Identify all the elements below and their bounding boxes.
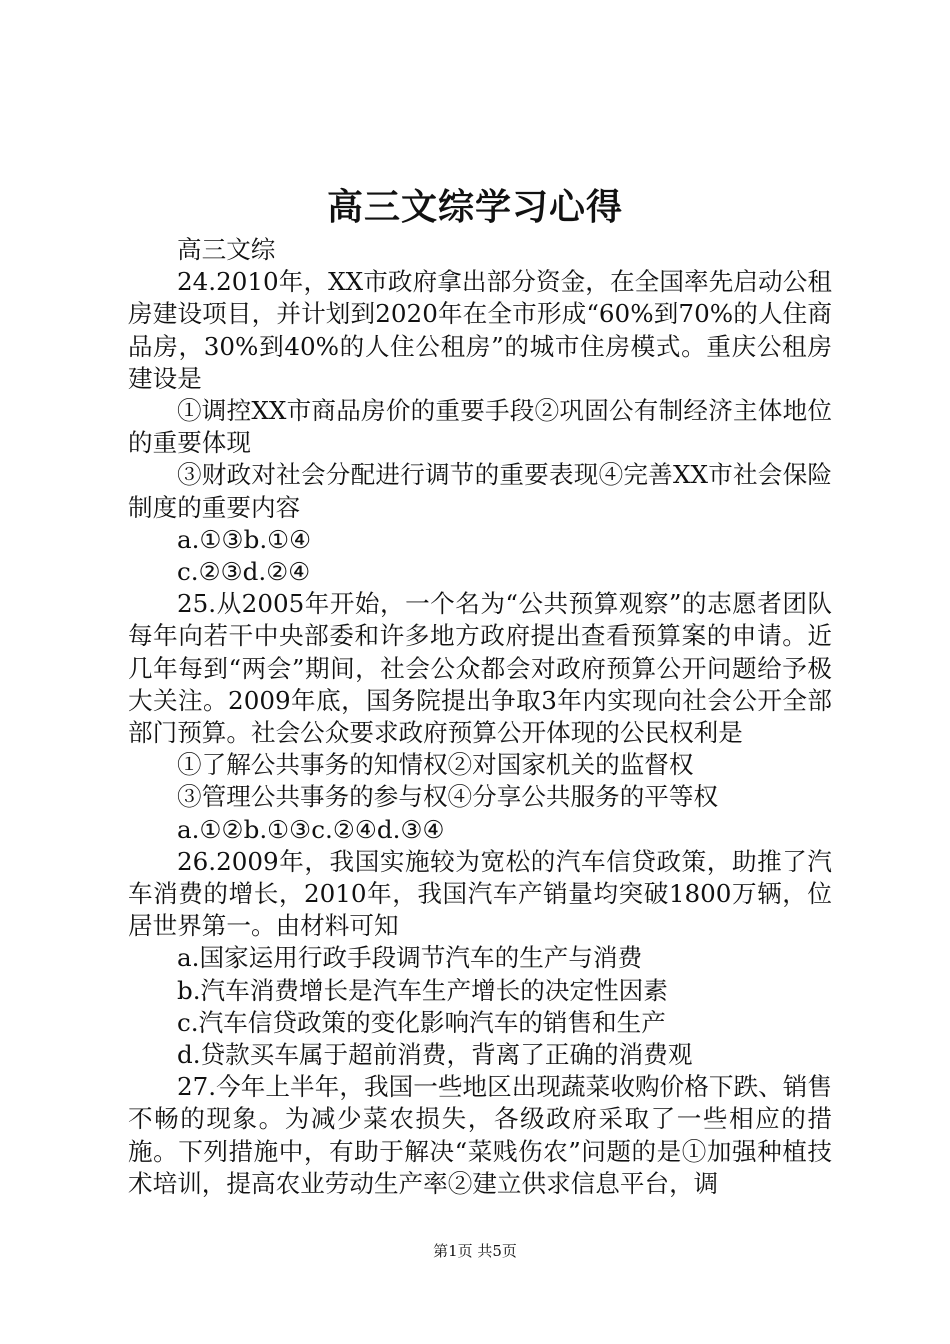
- question-26-stem: 26.2009年，我国实施较为宽松的汽车信贷政策，助推了汽车消费的增长，2010年，我国汽车产销量均突破1800万辆，位居世界第一。由材料可知: [128, 846, 832, 941]
- question-26-choice-b: b.汽车消费增长是汽车生产增长的决定性因素: [177, 975, 668, 1005]
- document-body: [128, 234, 832, 1200]
- question-26-choice-a: a.国家运用行政手段调节汽车的生产与消费: [177, 943, 643, 973]
- document-title: 高三文综学习心得: [326, 186, 623, 228]
- question-25-options-1: ①了解公共事务的知情权②对国家机关的监督权: [177, 750, 694, 780]
- question-25-options-2: ③管理公共事务的参与权④分享公共服务的平等权: [177, 782, 719, 812]
- question-24-stem: 24.2010年，XX市政府拿出部分资金，在全国率先启动公租房建设项目，并计划到2020年在全市形成“60%到70%的人住商品房，30%到40%的人住公租房”的城市住房模式。重庆公租房建设是: [128, 267, 832, 393]
- question-27-stem: 27.今年上半年，我国一些地区出现蔬菜收购价格下跌、销售不畅的现象。为减少菜农损失，各级政府采取了一些相应的措施。下列措施中，有助于解决“菜贱伤农”问题的是①加强种植技术培训，提高农业劳动生产率②建立供求信息平台，调: [128, 1072, 832, 1198]
- question-24-options-1: ①调控XX市商品房价的重要手段②巩固公有制经济主体地位的重要体现: [128, 396, 832, 458]
- question-24-choices-ab: a.①③b.①④: [177, 524, 312, 554]
- question-26-choice-c: c.汽车信贷政策的变化影响汽车的销售和生产: [177, 1007, 666, 1037]
- question-25-stem: 25.从2005年开始，一个名为“公共预算观察”的志愿者团队每年向若干中央部委和许多地方政府提出查看预算案的申请。近几年每到“两会”期间，社会公众都会对政府预算公开问题给予极大关注。2009年底，国务院提出争取3年内实现向社会公开全部部门预算。社会公众要求政府预算公开体现的公民权利是: [128, 589, 832, 748]
- paragraph-subtitle: 高三文综: [177, 235, 276, 264]
- page-footer: 第1页 共5页: [433, 1242, 517, 1260]
- question-24-options-2: ③财政对社会分配进行调节的重要表现④完善XX市社会保险制度的重要内容: [128, 460, 832, 522]
- question-24-choices-cd: c.②③d.②④: [177, 557, 311, 587]
- question-26-choice-d: d.贷款买车属于超前消费，背离了正确的消费观: [177, 1040, 693, 1070]
- question-25-choices: a.①②b.①③c.②④d.③④: [177, 814, 445, 844]
